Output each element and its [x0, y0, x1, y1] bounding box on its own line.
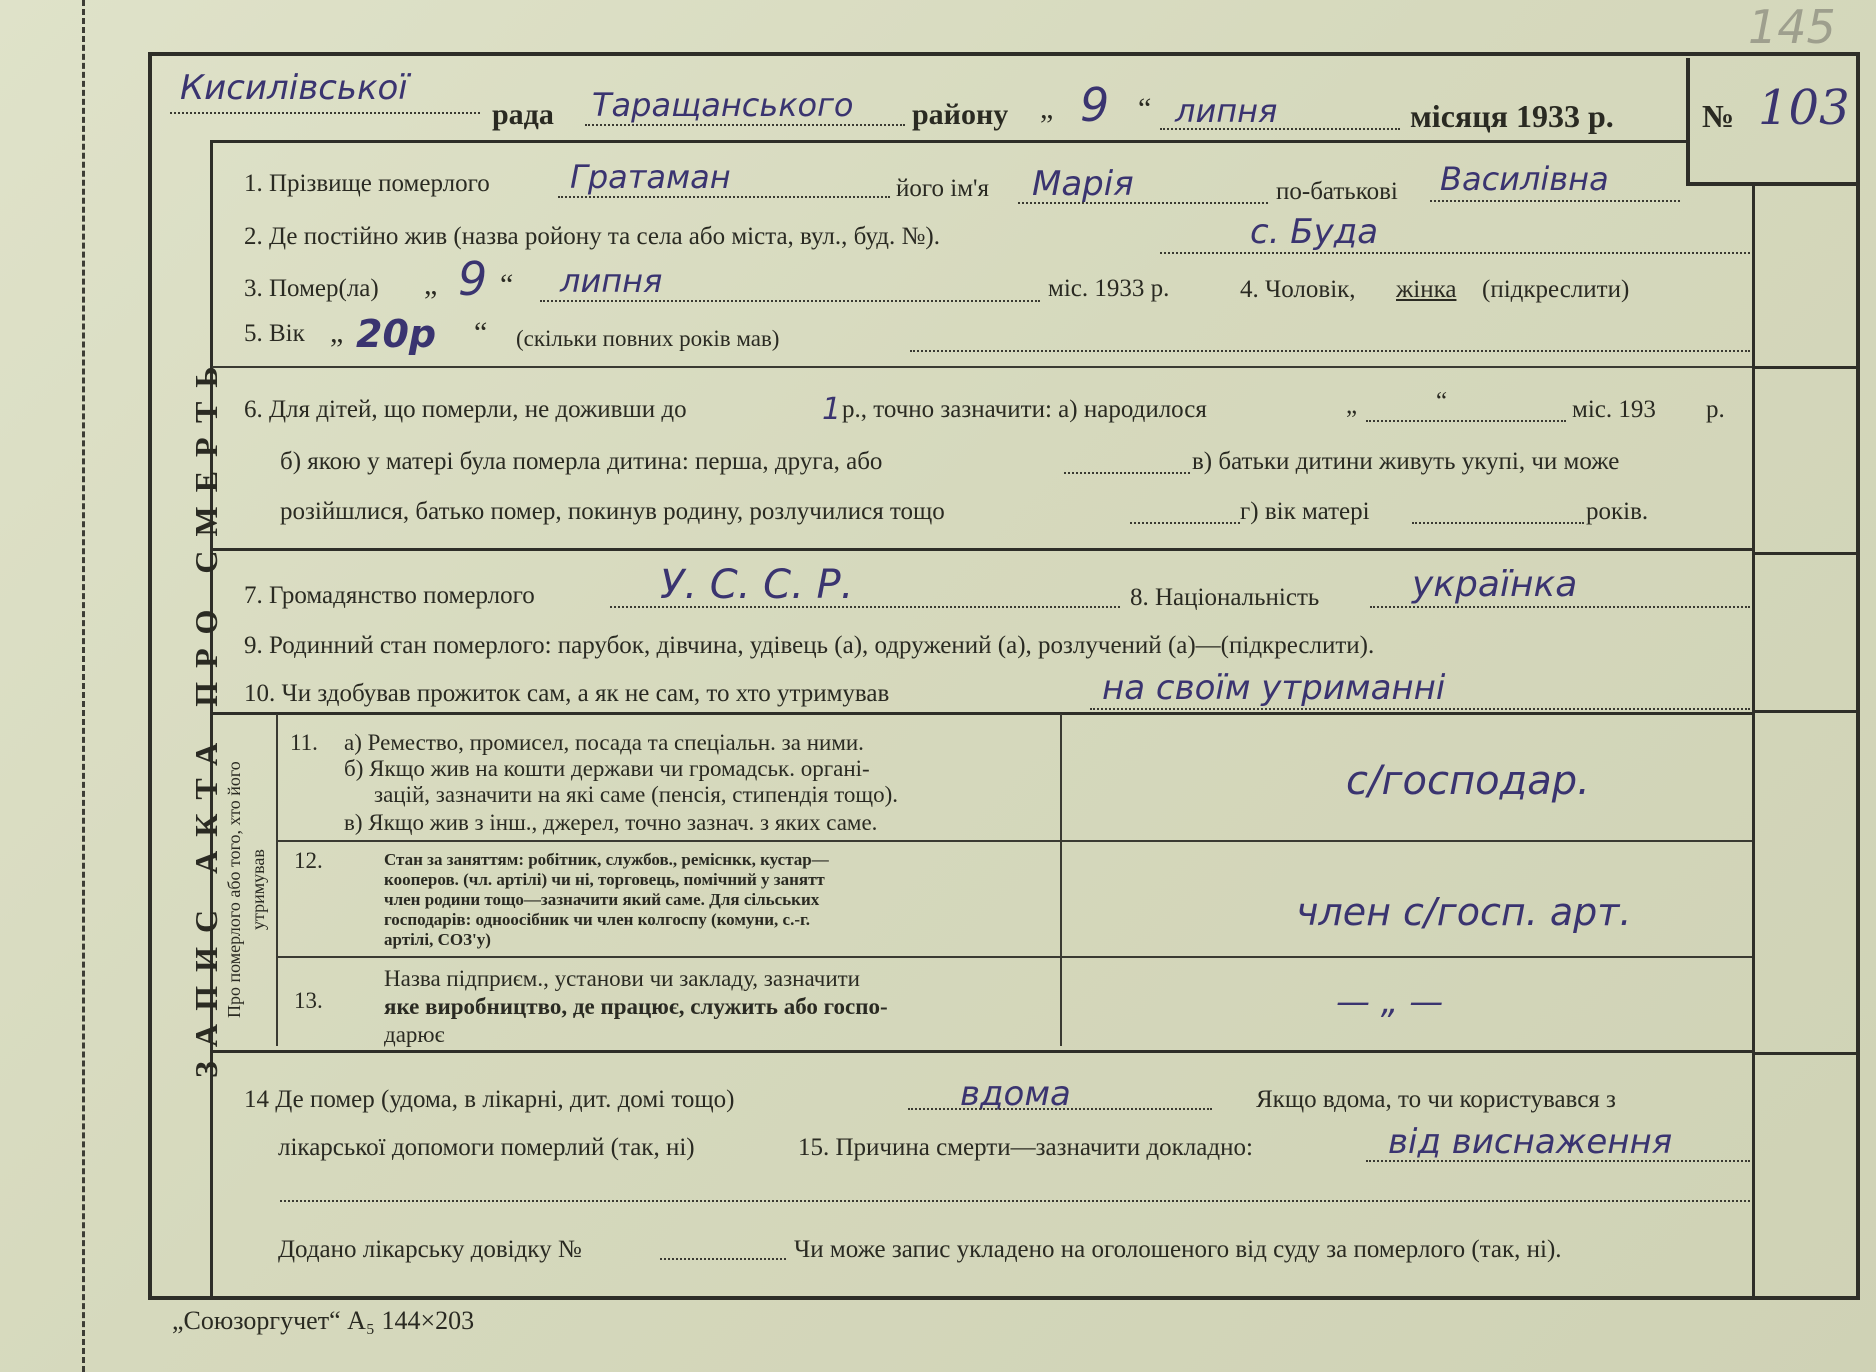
row-11-c: в) Якщо жив з інш., джерел, точно зазнач. з яких саме.: [344, 810, 878, 835]
occupation-section-label: Про померлого або того, хто його утримував: [224, 761, 268, 1019]
row-13-num: 13.: [294, 988, 323, 1013]
header-month: липня: [1175, 92, 1278, 130]
nationality-label: 8. Національність: [1130, 584, 1320, 611]
residence-label: 2. Де постійно жив (назва ройону та села або міста, вул., буд. №).: [244, 223, 940, 250]
medical-help-label: Якщо вдома, то чи користувався з: [1256, 1086, 1616, 1113]
occupation-value: с/господар.: [1346, 758, 1590, 804]
marital-status-label: 9. Родинний стан померлого: парубок, дівчина, удівець (а), одружений (а), розлучений (а)—(підкреслити).: [244, 632, 1375, 659]
nationality-value: українка: [1412, 564, 1578, 605]
place-of-death-value: вдома: [960, 1074, 1071, 1114]
row-12-l5: артілі, СОЗ'у): [384, 930, 491, 949]
support-label: 10. Чи здобував прожиток сам, а як не сам, то хто утримував: [244, 680, 890, 707]
death-date-label: 3. Помер(ла): [244, 275, 379, 302]
row-12-l3: член родини тощо—зазначити який саме. Для сільських: [384, 890, 820, 909]
age-value: 20р: [356, 312, 437, 356]
court-declaration-label: Чи може запис укладено на оголошеного від суду за померлого (так, ні).: [794, 1236, 1562, 1263]
first-name-value: Марія: [1032, 164, 1134, 204]
employment-status-value: член с/госп. арт.: [1296, 890, 1632, 934]
row-12-l4: господарів: одноосібник чи член колгоспу (комуни, с.-г.: [384, 910, 811, 929]
record-number-value: 103: [1758, 80, 1850, 136]
age-hint: (скільки повних років мав): [516, 326, 780, 351]
citizenship-label: 7. Громадянство померлого: [244, 582, 535, 609]
patronymic-value: Василівна: [1440, 160, 1609, 198]
district-label: району: [912, 98, 1009, 131]
row-11-b2: зацій, зазначити на які саме (пенсія, стипендія тощо).: [374, 782, 898, 807]
row-13-l3: дарює: [384, 1022, 445, 1047]
council-name: Кисилівської: [180, 68, 408, 108]
support-value: на своїм утриманні: [1102, 668, 1446, 708]
row-11-b1: б) Якщо жив на кошти держави чи громадськ. органі-: [344, 756, 870, 781]
header-year: місяця 1933 р.: [1410, 98, 1614, 134]
child-line-2: б) якою у матері була померла дитина: перша, друга, або: [280, 448, 883, 475]
row-13-l1: Назва підприєм., установи чи закладу, зазначити: [384, 966, 860, 991]
archive-page-number: 145: [1748, 0, 1836, 54]
child-age-limit: 1: [822, 392, 842, 427]
row-11-num: 11.: [290, 730, 318, 755]
council-label: рада: [492, 98, 554, 131]
row-13-l2: яке виробництво, де працює, служить або госпо-: [384, 994, 888, 1019]
sex-female-underlined: жінка: [1396, 276, 1457, 303]
child-line-1: 6. Для дітей, що померли, не доживши до: [244, 396, 687, 423]
residence-value: с. Буда: [1250, 212, 1379, 252]
age-label: 5. Вік: [244, 320, 305, 347]
patronymic-label: по-батькові: [1276, 178, 1398, 205]
underline-hint: (підкреслити): [1482, 276, 1630, 303]
sex-label: 4. Чоловік,: [1240, 276, 1356, 303]
medical-help-label-2: лікарської допомоги померлий (так, ні): [278, 1134, 695, 1161]
row-12-l2: кооперов. (чл. артілі) чи ні, торговець, помічний у занятт: [384, 870, 825, 889]
form-title-vertical: ЗАПИС АКТА ПРО СМЕРТЬ: [188, 352, 224, 1078]
row-11-a: а) Ремество, промисел, посада та спеціальн. за ними.: [344, 730, 864, 755]
citizenship-value: У. С. С. Р.: [660, 562, 854, 608]
printer-imprint: „Союзоргучет“ А₅ 144×203: [172, 1306, 475, 1335]
header-day: 9: [1080, 78, 1110, 132]
place-of-death-label: 14 Де помер (удома, в лікарні, дит. домі тощо): [244, 1086, 735, 1113]
death-month: липня: [560, 262, 663, 300]
surname-label: 1. Прізвище померлого: [244, 170, 490, 197]
death-year-label: міс. 1933 р.: [1048, 275, 1170, 302]
district-name: Таращанського: [592, 86, 854, 124]
first-name-label: його ім'я: [896, 175, 990, 202]
surname-value: Гратаман: [570, 158, 731, 196]
row-12-l1: Стан за заняттям: робітник, службов., реміснкк, кустар—: [384, 850, 829, 869]
medical-certificate-label: Додано лікарську довідку №: [278, 1236, 582, 1263]
death-day: 9: [458, 252, 488, 306]
child-line-3: розійшлися, батько помер, покинув родину, розлучилися тощо: [280, 498, 945, 525]
cause-of-death-value: від виснаження: [1388, 1122, 1673, 1162]
cause-of-death-label: 15. Причина смерти—зазначити докладно:: [798, 1134, 1253, 1161]
record-number-label: №: [1702, 98, 1735, 134]
row-12-num: 12.: [294, 848, 323, 873]
perforation-line: [82, 0, 85, 1372]
workplace-value: — „ —: [1336, 982, 1444, 1022]
